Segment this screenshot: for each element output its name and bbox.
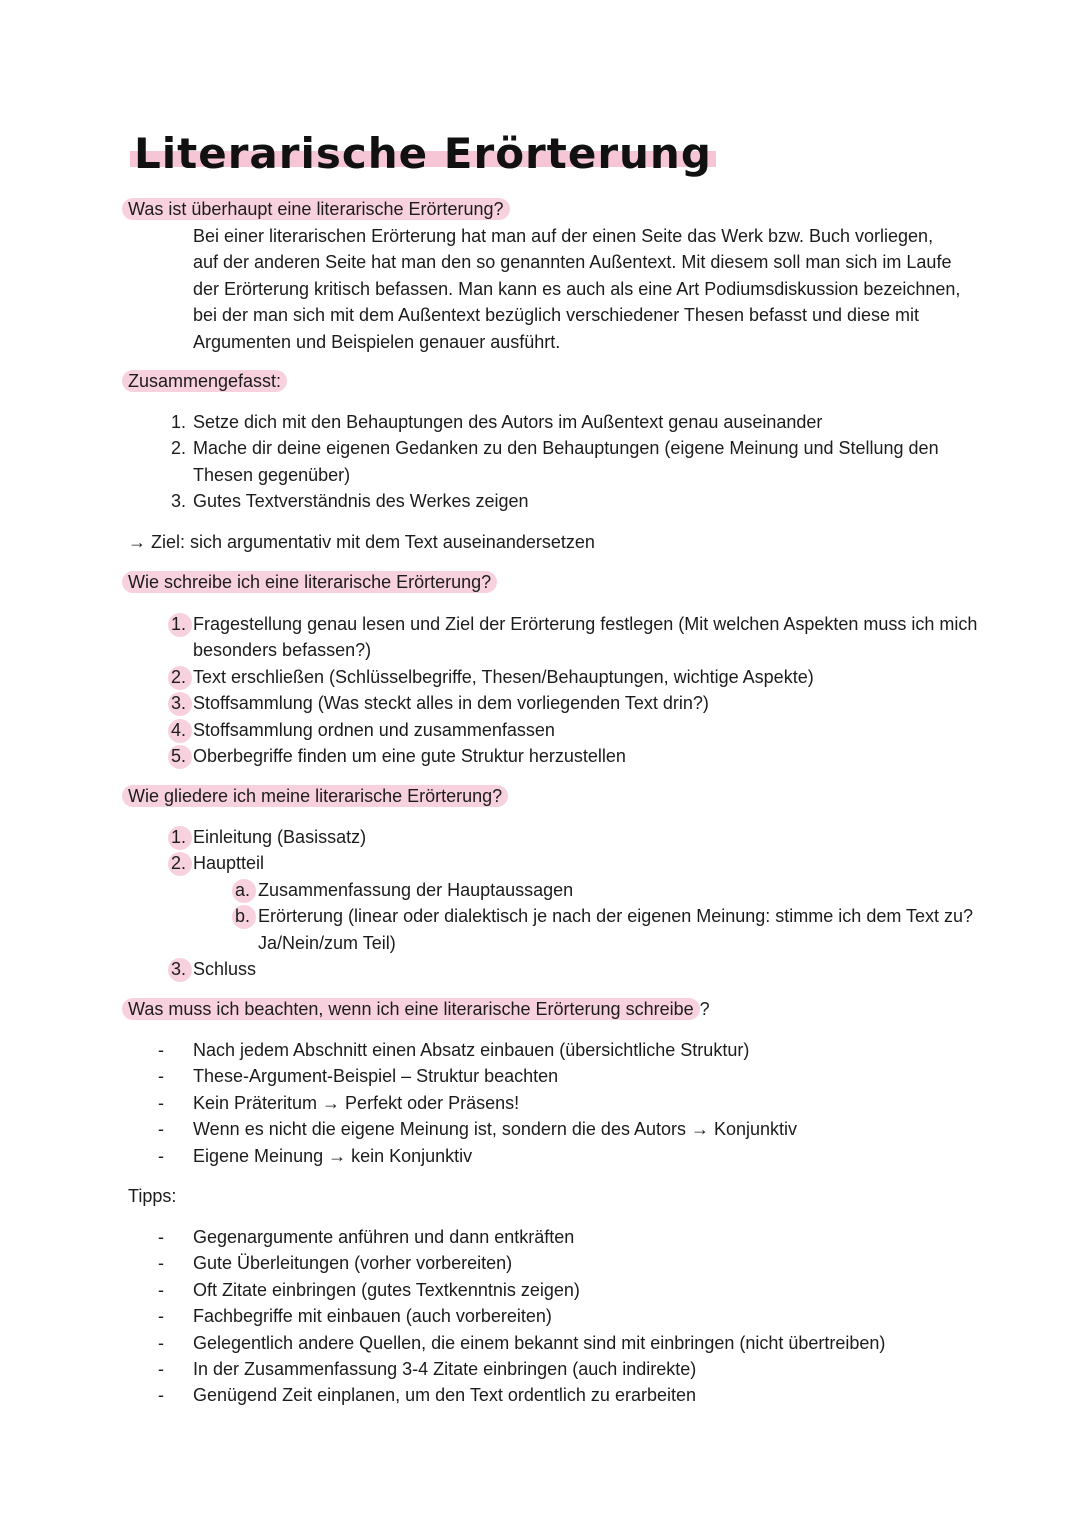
list-number: 4.	[156, 717, 186, 743]
list-letter: a.	[220, 877, 250, 903]
list-text: Setze dich mit den Behauptungen des Autors im Außentext genau auseinander	[193, 412, 823, 432]
section-heading-tips: Tipps:	[128, 1186, 177, 1206]
list-text: Schluss	[193, 959, 257, 980]
list-text: In der Zusammenfassung 3-4 Zitate einbringen (auch indirekte)	[193, 1359, 697, 1380]
list-item	[128, 1250, 993, 1276]
dash-bullet: -	[158, 1145, 164, 1166]
list-number: 3.	[156, 956, 186, 982]
list-number: 1.	[170, 412, 186, 432]
list-item	[128, 488, 993, 514]
list-item	[128, 743, 993, 769]
list-number: 2.	[156, 664, 186, 690]
dash-bullet: -	[158, 1092, 164, 1113]
list-text: Eigene Meinung → kein Konjunktiv	[193, 1145, 473, 1166]
list-text: Gegenargumente anführen und dann entkräften	[193, 1227, 575, 1247]
list-text: Zusammenfassung der Hauptaussagen	[258, 879, 574, 900]
dash-bullet: -	[158, 1279, 164, 1300]
summary-list	[128, 409, 993, 515]
list-number: 2.	[170, 438, 186, 459]
list-text: Stoffsammlung ordnen und zusammenfassen	[193, 719, 555, 740]
structure-list	[128, 824, 1018, 982]
list-item	[128, 1116, 993, 1142]
section-heading-how	[128, 570, 497, 594]
section-heading-structure	[128, 784, 508, 808]
list-number: 3.	[156, 690, 186, 716]
list-item	[128, 690, 993, 716]
goal-line: → Ziel: sich argumentativ mit dem Text auseinandersetzen	[128, 532, 595, 552]
list-text: Erörterung (linear oder dialektisch je nach der eigenen Meinung: stimme ich dem Text zu? Ja/Nein/zum Teil)	[258, 906, 974, 953]
list-item	[128, 664, 993, 690]
section-heading-notes	[128, 997, 710, 1021]
list-number: 3.	[170, 491, 186, 512]
heading-highlight: Wie gliedere ich meine literarische Erörterung?	[122, 785, 508, 807]
section-heading-summary	[128, 369, 287, 393]
dash-bullet: -	[158, 1359, 164, 1380]
dash-bullet: -	[158, 1253, 164, 1274]
list-text: Text erschließen (Schlüsselbegriffe, Thesen/Behauptungen, wichtige Aspekte)	[193, 666, 814, 687]
list-item	[128, 1090, 993, 1116]
list-text: These-Argument-Beispiel – Struktur beachten	[193, 1066, 559, 1087]
list-text: Fachbegriffe mit einbauen (auch vorbereiten)	[193, 1306, 552, 1327]
sub-list-item	[128, 877, 1018, 903]
list-text: Fragestellung genau lesen und Ziel der Erörterung festlegen (Mit welchen Aspekten muss ich mich besonders befassen?)	[193, 614, 978, 661]
list-item	[128, 409, 993, 435]
how-list	[128, 611, 993, 769]
list-item	[128, 1224, 993, 1250]
list-number: 2.	[156, 850, 186, 876]
list-item	[128, 1143, 993, 1169]
list-text: Gute Überleitungen (vorher vorbereiten)	[193, 1253, 513, 1274]
section-heading-intro	[128, 197, 510, 221]
list-text: Einleitung (Basissatz)	[193, 827, 367, 847]
heading-highlight: Was ist überhaupt eine literarische Erörterung?	[122, 198, 510, 220]
dash-bullet: -	[158, 1066, 164, 1087]
heading-highlight: Was muss ich beachten, wenn ich eine literarische Erörterung schreibe	[122, 998, 700, 1020]
list-text: Kein Präteritum → Perfekt oder Präsens!	[193, 1092, 520, 1113]
dash-bullet: -	[158, 1040, 164, 1060]
list-text: Oberbegriffe finden um eine gute Struktur herzustellen	[193, 746, 626, 767]
list-text: Gutes Textverständnis des Werkes zeigen	[193, 491, 529, 512]
dash-bullet: -	[158, 1306, 164, 1327]
list-item	[128, 435, 993, 488]
heading-highlight: Zusammengefasst:	[122, 370, 287, 392]
list-item	[128, 824, 993, 850]
list-item	[128, 1382, 993, 1408]
list-item	[128, 956, 993, 982]
page-title	[130, 128, 716, 180]
intro-paragraph: Bei einer literarischen Erörterung hat man auf der einen Seite das Werk bzw. Buch vorliegen, auf der anderen Seite hat man den so genannten Außentext. Mit diesem soll man sich im Laufe der Erörterung kritisch befassen. Man kann es auch als eine Art Podiumsdiskussion bezeichnen, bei der man sich mit dem Außentext bezüglich verschiedener Thesen befasst und diese mit Argumenten und Beispielen genauer ausführt.	[193, 226, 961, 352]
list-item	[128, 1303, 993, 1329]
list-text: Hauptteil	[193, 853, 265, 874]
dash-bullet: -	[158, 1332, 164, 1353]
list-item	[128, 1356, 993, 1382]
dash-bullet: -	[158, 1227, 164, 1247]
list-text: Oft Zitate einbringen (gutes Textkenntnis zeigen)	[193, 1279, 580, 1300]
list-item	[128, 1277, 993, 1303]
list-item	[128, 850, 993, 876]
list-letter: b.	[220, 903, 250, 929]
list-item	[128, 1330, 993, 1356]
dash-bullet: -	[158, 1385, 164, 1406]
list-text: Mache dir deine eigenen Gedanken zu den Behauptungen (eigene Meinung und Stellung den Thesen gegenüber)	[193, 438, 939, 485]
list-number: 1.	[156, 824, 186, 850]
list-text: Gelegentlich andere Quellen, die einem bekannt sind mit einbringen (nicht übertreiben)	[193, 1332, 886, 1353]
heading-question-mark: ?	[699, 999, 710, 1019]
list-number: 5.	[156, 743, 186, 769]
list-text: Genügend Zeit einplanen, um den Text ordentlich zu erarbeiten	[193, 1385, 696, 1406]
list-item	[128, 717, 993, 743]
list-text: Stoffsammlung (Was steckt alles in dem vorliegenden Text drin?)	[193, 693, 709, 714]
notes-list	[128, 1037, 993, 1169]
list-number: 1.	[156, 611, 186, 637]
sub-list-item	[128, 903, 1018, 956]
list-text: Nach jedem Abschnitt einen Absatz einbauen (übersichtliche Struktur)	[193, 1040, 750, 1060]
title-text: Literarische Erörterung	[130, 129, 716, 178]
tips-list	[128, 1224, 993, 1409]
heading-highlight: Wie schreibe ich eine literarische Erörterung?	[122, 571, 497, 593]
list-item	[128, 611, 993, 664]
list-text: Wenn es nicht die eigene Meinung ist, sondern die des Autors → Konjunktiv	[193, 1119, 798, 1140]
list-item	[128, 1063, 993, 1089]
list-item	[128, 1037, 993, 1063]
dash-bullet: -	[158, 1119, 164, 1140]
